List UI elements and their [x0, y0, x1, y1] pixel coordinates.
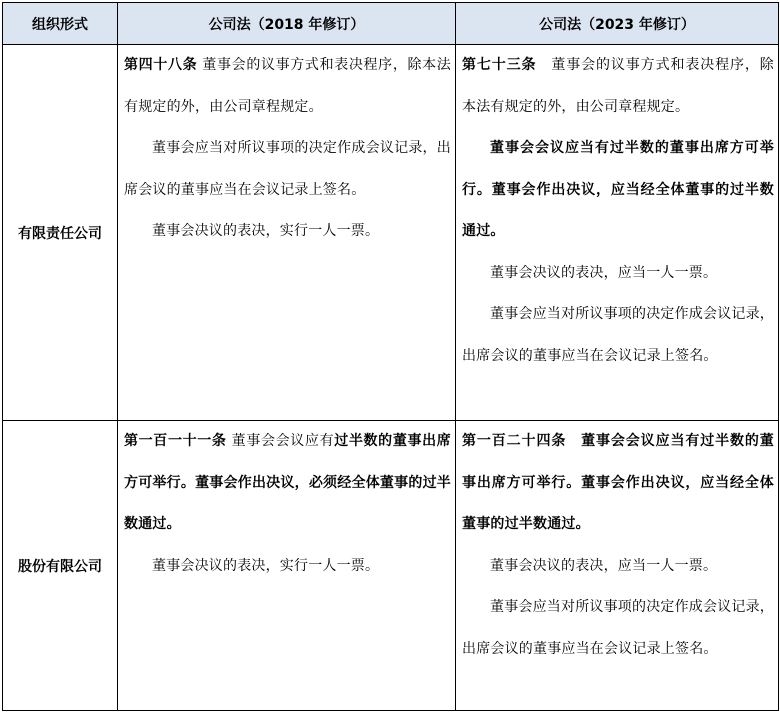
table-row-jsc — [3, 421, 779, 711]
article-text: 董事会会议应有 — [226, 433, 335, 449]
bold-paragraph: 董事会会议应当有过半数的董事出席方可举行。董事会作出决议，应当经全体董事的过半数通过。 — [462, 140, 774, 239]
article-paragraph — [124, 421, 451, 546]
paragraph: 董事会决议的表决，应当一人一票。 — [490, 557, 718, 574]
article-text: 董事会的议事方式和表决程序，除本法有规定的外，由公司章程规定。 — [462, 57, 774, 115]
article-number: 第一百二十四条 — [462, 433, 567, 449]
law-2023-cell — [456, 421, 779, 711]
org-form-cell: 有限责任公司 — [3, 45, 118, 421]
paragraph: 董事会决议的表决，实行一人一票。 — [152, 557, 380, 574]
article-paragraph — [124, 45, 451, 128]
org-form-cell: 股份有限公司 — [3, 421, 118, 711]
comparison-table — [2, 2, 779, 711]
paragraph: 董事会应当对所议事项的决定作成会议记录，出席会议的董事应当在会议记录上签名。 — [462, 306, 774, 364]
article-text: 董事会的议事方式和表决程序，除本法有规定的外，由公司章程规定。 — [124, 57, 451, 115]
header-law-2018: 公司法（2018 年修订） — [118, 3, 456, 45]
article-paragraph — [462, 45, 774, 128]
header-form: 组织形式 — [3, 3, 118, 45]
header-row — [3, 3, 779, 45]
law-2018-cell — [118, 421, 456, 711]
paragraph: 董事会应当对所议事项的决定作成会议记录，出席会议的董事应当在会议记录上签名。 — [462, 599, 774, 657]
article-number: 第七十三条 — [462, 57, 537, 73]
article-text-bold: 过半数的董事出席方可举行。董事会作出决议，必须经全体董事的过半数通过。 — [124, 433, 451, 532]
header-law-2023: 公司法（2023 年修订） — [456, 3, 779, 45]
paragraph: 董事会应当对所议事项的决定作成会议记录，出席会议的董事应当在会议记录上签名。 — [124, 140, 451, 198]
law-2018-cell — [118, 45, 456, 421]
law-2023-cell — [456, 45, 779, 421]
article-number: 第四十八条 — [124, 57, 198, 73]
table-row-llc — [3, 45, 779, 421]
article-text-bold: 董事会会议应当有过半数的董事出席方可举行。董事会作出决议，应当经全体董事的过半数通过。 — [462, 433, 774, 532]
paragraph: 董事会决议的表决，应当一人一票。 — [490, 264, 718, 281]
paragraph: 董事会决议的表决，实行一人一票。 — [152, 223, 380, 239]
article-number: 第一百一十一条 — [124, 433, 227, 449]
article-paragraph — [462, 421, 774, 546]
